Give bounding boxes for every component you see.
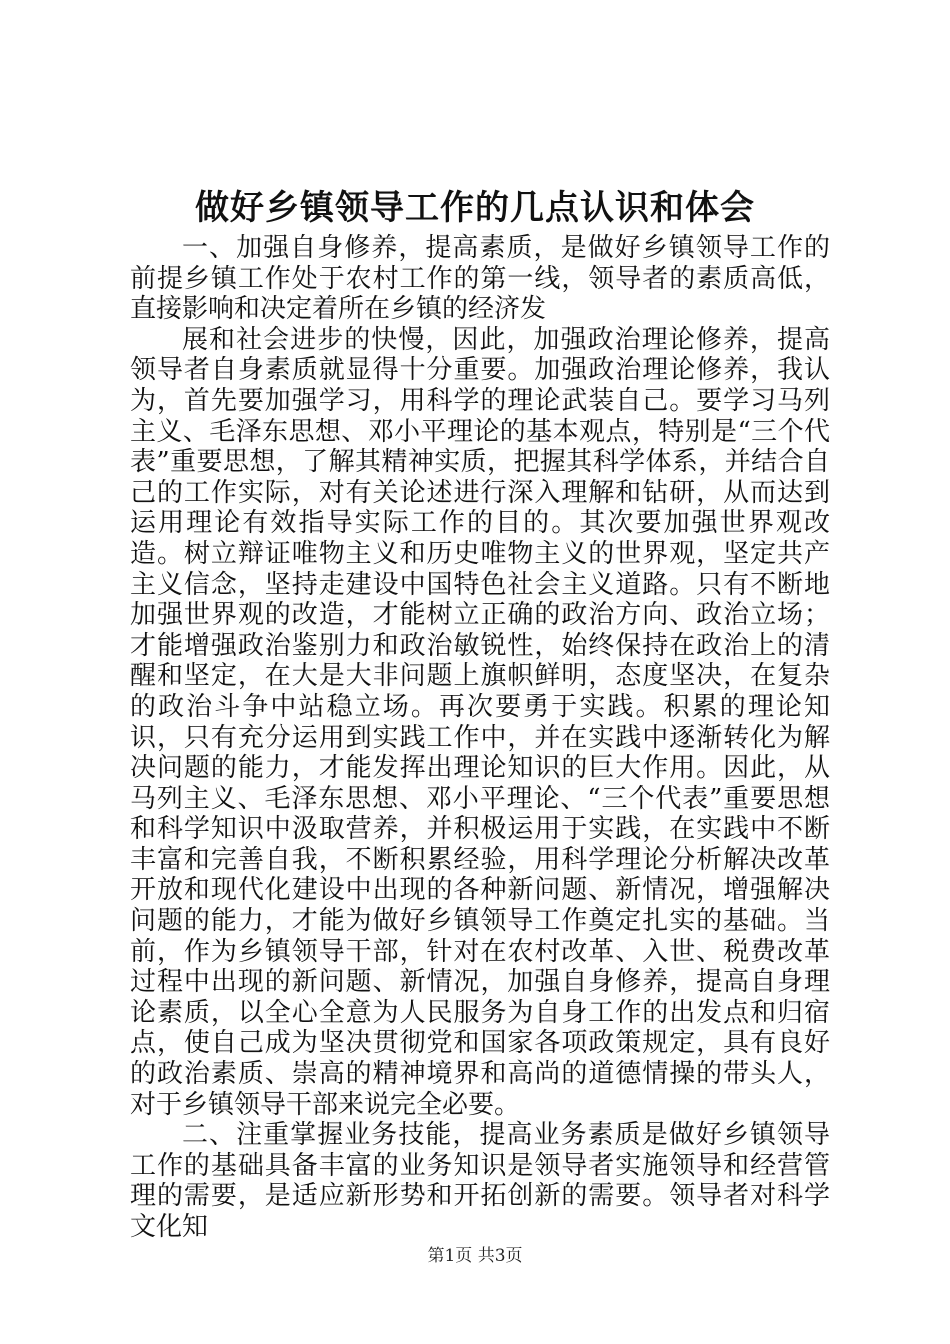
paragraph-2: 展和社会进步的快慢，因此，加强政治理论修养，提高领导者自身素质就显得十分重要。加强政治理论修养，我认为，首先要加强学习，用科学的理论武装自己。要学习马列主义、毛泽东思想、邓小平理论的基本观点，特别是“三个代表”重要思想，了解其精神实质，把握其科学体系，并结合自己的工作实际，对有关论述进行深入理解和钻研，从而达到运用理论有效指导实际工作的目的。其次要加强世界观改造。树立辩证唯物主义和历史唯物主义的世界观，坚定共产主义信念，坚持走建设中国特色社会主义道路。只有不断地加强世界观的改造，才能树立正确的政治方向、政治立场；才能增强政治鉴别力和政治敏锐性，始终保持在政治上的清醒和坚定，在大是大非问题上旗帜鲜明，态度坚决，在复杂的政治斗争中站稳立场。再次要勇于实践。积累的理论知识，只有充分运用到实践工作中，并在实践中逐渐转化为解决问题的能力，才能发挥出理论知识的巨大作用。因此，从马列主义、毛泽东思想、邓小平理论、“三个代表”重要思想和科学知识中汲取营养，并积极运用于实践，在实践中不断丰富和完善自我，不断积累经验，用科学理论分析解决改革开放和现代化建设中出现的各种新问题、新情况，增强解决问题的能力，才能为做好乡镇领导工作奠定扎实的基础。当前，作为乡镇领导干部，针对在农村改革、入世、税费改革过程中出现的新问题、新情况，加强自身修养，提高自身理论素质，以全心全意为人民服务为自身工作的出发点和归宿点，使自己成为坚决贯彻党和国家各项政策规定，具有良好的政治素质、崇高的精神境界和高尚的道德情操的带头人，对于乡镇领导干部来说完全必要。	[130, 324, 830, 1120]
document-title: 做好乡镇领导工作的几点认识和体会	[195, 188, 755, 228]
paragraph-1: 一、加强自身修养，提高素质，是做好乡镇领导工作的前提乡镇工作处于农村工作的第一线，领导者的素质高低，直接影响和决定着所在乡镇的经济发	[130, 233, 830, 325]
document-body	[130, 233, 830, 1243]
page-number-footer: 第1页 共3页	[427, 1246, 523, 1266]
paragraph-3: 二、注重掌握业务技能，提高业务素质是做好乡镇领导工作的基础具备丰富的业务知识是领导者实施领导和经营管理的需要，是适应新形势和开拓创新的需要。领导者对科学文化知	[130, 1120, 830, 1242]
